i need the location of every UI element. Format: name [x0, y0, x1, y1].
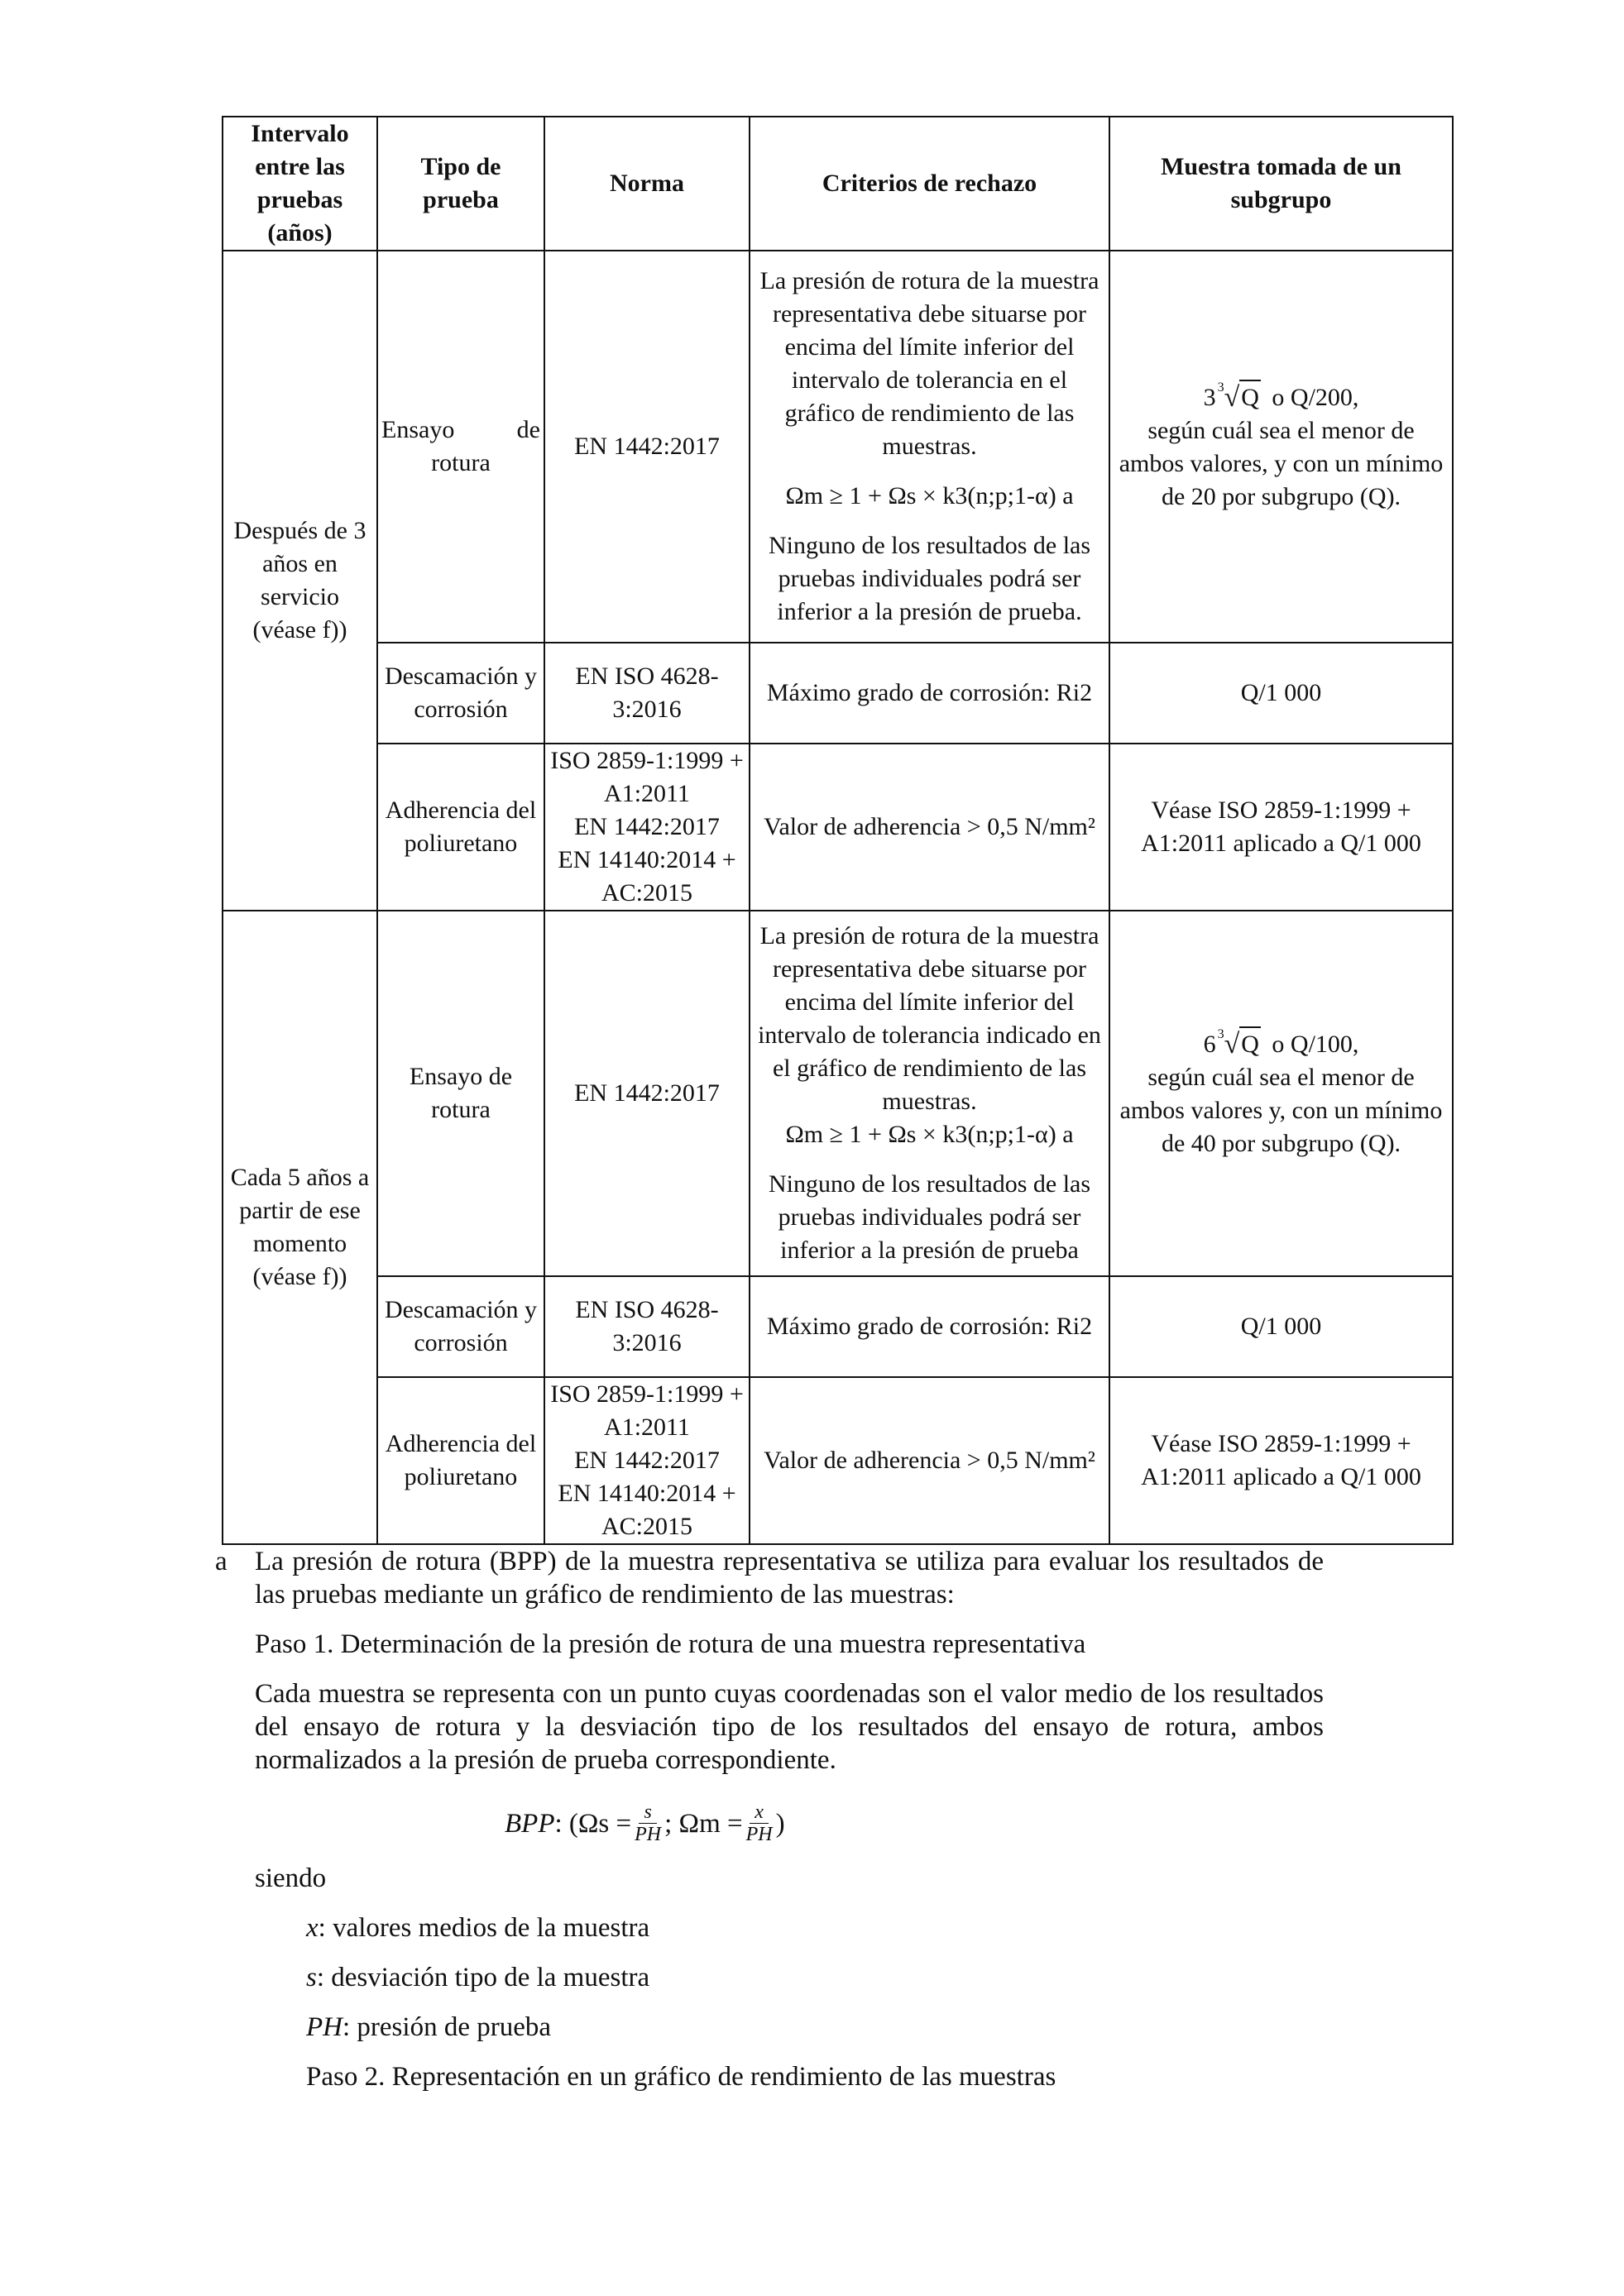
radicand: Q	[1239, 380, 1261, 414]
norma-cell: EN ISO 4628-3:2016	[544, 1276, 750, 1377]
siendo-label: siendo	[255, 1863, 327, 1893]
muestra-cell: Véase ISO 2859-1:1999 + A1:2011 aplicado a Q/1 000	[1109, 744, 1453, 911]
norma-cell: EN 1442:2017	[544, 251, 750, 643]
criterio-cell: Máximo grado de corrosión: Ri2	[750, 1276, 1109, 1377]
criterio-text: Ninguno de los resultados de las pruebas individuales podrá ser inferior a la presión de prueba	[768, 1170, 1091, 1264]
variable-symbol: s	[306, 1963, 317, 1992]
norma-line: EN 1442:2017	[574, 813, 720, 840]
variable-symbol: x	[306, 1913, 319, 1943]
norma-cell	[544, 1377, 750, 1544]
cube-root-expression	[1204, 380, 1261, 414]
radicand: Q	[1239, 1026, 1261, 1061]
interval-cell: Cada 5 años a partir de ese momento (véase f))	[223, 911, 377, 1544]
tipo-cell: Adherencia del poliuretano	[377, 1377, 544, 1544]
muestra-cell	[1109, 251, 1453, 643]
variable-definition	[306, 1961, 1324, 1994]
variable-desc: : presión de prueba	[343, 2012, 551, 2042]
variable-desc: : desviación tipo de la muestra	[316, 1963, 650, 1992]
footnote-intro: La presión de rotura (BPP) de la muestra representativa se utiliza para evaluar los resultados de las pruebas mediante un gráfico de rendimiento de las muestras:	[255, 1547, 1324, 1610]
step-1-heading: Paso 1. Determinación de la presión de rotura de una muestra representativa	[255, 1629, 1086, 1659]
norma-line: EN 14140:2014 + AC:2015	[558, 1480, 736, 1540]
root-index: 3	[1217, 380, 1224, 395]
tipo-word: rotura	[431, 449, 491, 476]
muestra-cell: Q/1 000	[1109, 643, 1453, 744]
root-coefficient: 6	[1203, 1031, 1216, 1058]
muestra-cell	[1109, 911, 1453, 1276]
formula-open: : (Ωs =	[554, 1808, 632, 1839]
variable-definition	[306, 2011, 1324, 2044]
variable-symbol: PH	[306, 2012, 343, 2042]
table-row	[223, 251, 1453, 643]
norma-line: ISO 2859-1:1999 + A1:2011	[550, 747, 744, 807]
muestra-alt: o Q/200,	[1272, 384, 1359, 411]
formula-lhs: BPP	[505, 1808, 555, 1839]
criterio-text: La presión de rotura de la muestra representativa debe situarse por encima del límite inferior del intervalo de tolerancia indicado en el gráfico de rendimiento de las muestras.	[758, 922, 1101, 1115]
table-row	[223, 1377, 1453, 1544]
interval-cell: Después de 3 años en servicio (véase f))	[223, 251, 377, 911]
table-header-row	[223, 117, 1453, 251]
muestra-text: según cuál sea el menor de ambos valores y, con un mínimo de 40 por subgrupo (Q).	[1119, 1064, 1443, 1157]
footnote-a	[215, 1545, 1324, 1611]
header-muestra: Muestra tomada de un subgrupo	[1109, 117, 1453, 251]
fraction-denominator: PH	[745, 1824, 773, 1845]
norma-line: ISO 2859-1:1999 + A1:2011	[550, 1380, 744, 1441]
root-coefficient: 3	[1203, 384, 1216, 411]
norma-cell	[544, 744, 750, 911]
table-row	[223, 643, 1453, 744]
criterio-formula: Ωm ≥ 1 + Ωs × k3(n;p;1-α) a	[785, 1121, 1074, 1148]
muestra-cell: Véase ISO 2859-1:1999 + A1:2011 aplicado a Q/1 000	[1109, 1377, 1453, 1544]
criterio-cell: Valor de adherencia > 0,5 N/mm²	[750, 1377, 1109, 1544]
header-tipo: Tipo de prueba	[377, 117, 544, 251]
norma-cell: EN ISO 4628-3:2016	[544, 643, 750, 744]
criterio-text: Ninguno de los resultados de las pruebas individuales podrá ser inferior a la presión de prueba.	[768, 532, 1091, 625]
norma-line: EN 1442:2017	[574, 1447, 720, 1474]
radical-icon: √	[1224, 382, 1240, 413]
variable-desc: : valores medios de la muestra	[318, 1913, 650, 1943]
tipo-word: Ensayo	[381, 416, 455, 443]
norma-line: EN 14140:2014 + AC:2015	[558, 846, 736, 906]
muestra-alt: o Q/100,	[1272, 1031, 1359, 1058]
tipo-cell: Ensayo de rotura	[377, 911, 544, 1276]
criterio-cell: Máximo grado de corrosión: Ri2	[750, 643, 1109, 744]
criterio-formula: Ωm ≥ 1 + Ωs × k3(n;p;1-α) a	[785, 482, 1074, 509]
fraction-s-over-ph	[635, 1801, 661, 1845]
norma-cell: EN 1442:2017	[544, 911, 750, 1276]
variable-definition	[306, 1911, 1324, 1944]
fraction-numerator: x	[750, 1801, 769, 1824]
radical-icon: √	[1224, 1029, 1240, 1060]
table-row	[223, 911, 1453, 1276]
tipo-cell: Descamación y corrosión	[377, 1276, 544, 1377]
fraction-numerator: s	[639, 1801, 656, 1824]
fraction-x-over-ph	[746, 1801, 773, 1845]
muestra-text: según cuál sea el menor de ambos valores, y con un mínimo de 20 por subgrupo (Q).	[1119, 417, 1444, 510]
test-table	[222, 116, 1454, 1545]
tipo-cell: Descamación y corrosión	[377, 643, 544, 744]
fraction-denominator: PH	[635, 1824, 662, 1845]
criterio-cell	[750, 251, 1109, 643]
root-index: 3	[1217, 1027, 1224, 1041]
muestra-cell: Q/1 000	[1109, 1276, 1453, 1377]
tipo-cell: Adherencia del poliuretano	[377, 744, 544, 911]
criterio-text: La presión de rotura de la muestra representativa debe situarse por encima del límite inferior del intervalo de tolerancia en el gráfico de rendimiento de las muestras.	[759, 267, 1099, 460]
bpp-formula	[505, 1801, 1324, 1845]
formula-close: )	[775, 1808, 785, 1839]
formula-mid: ; Ωm =	[664, 1808, 743, 1839]
step-2-heading: Paso 2. Representación en un gráfico de rendimiento de las muestras	[306, 2062, 1056, 2092]
table-row	[223, 744, 1453, 911]
footnote-mark: a	[215, 1547, 228, 1576]
criterio-cell: Valor de adherencia > 0,5 N/mm²	[750, 744, 1109, 911]
tipo-word: de	[516, 416, 540, 443]
header-criterios: Criterios de rechazo	[750, 117, 1109, 251]
cube-root-expression	[1204, 1026, 1261, 1061]
tipo-cell	[377, 251, 544, 643]
step-1-text: Cada muestra se representa con un punto cuyas coordenadas son el valor medio de los resultados del ensayo de rotura y la desviación tipo de los resultados del ensayo de rotura, ambos normalizados a la presión de prueba correspondiente.	[255, 1679, 1324, 1775]
header-intervalo: Intervalo entre las pruebas (años)	[223, 117, 377, 251]
table-row	[223, 1276, 1453, 1377]
criterio-cell	[750, 911, 1109, 1276]
footnote-section	[215, 1545, 1324, 2093]
header-norma: Norma	[544, 117, 750, 251]
